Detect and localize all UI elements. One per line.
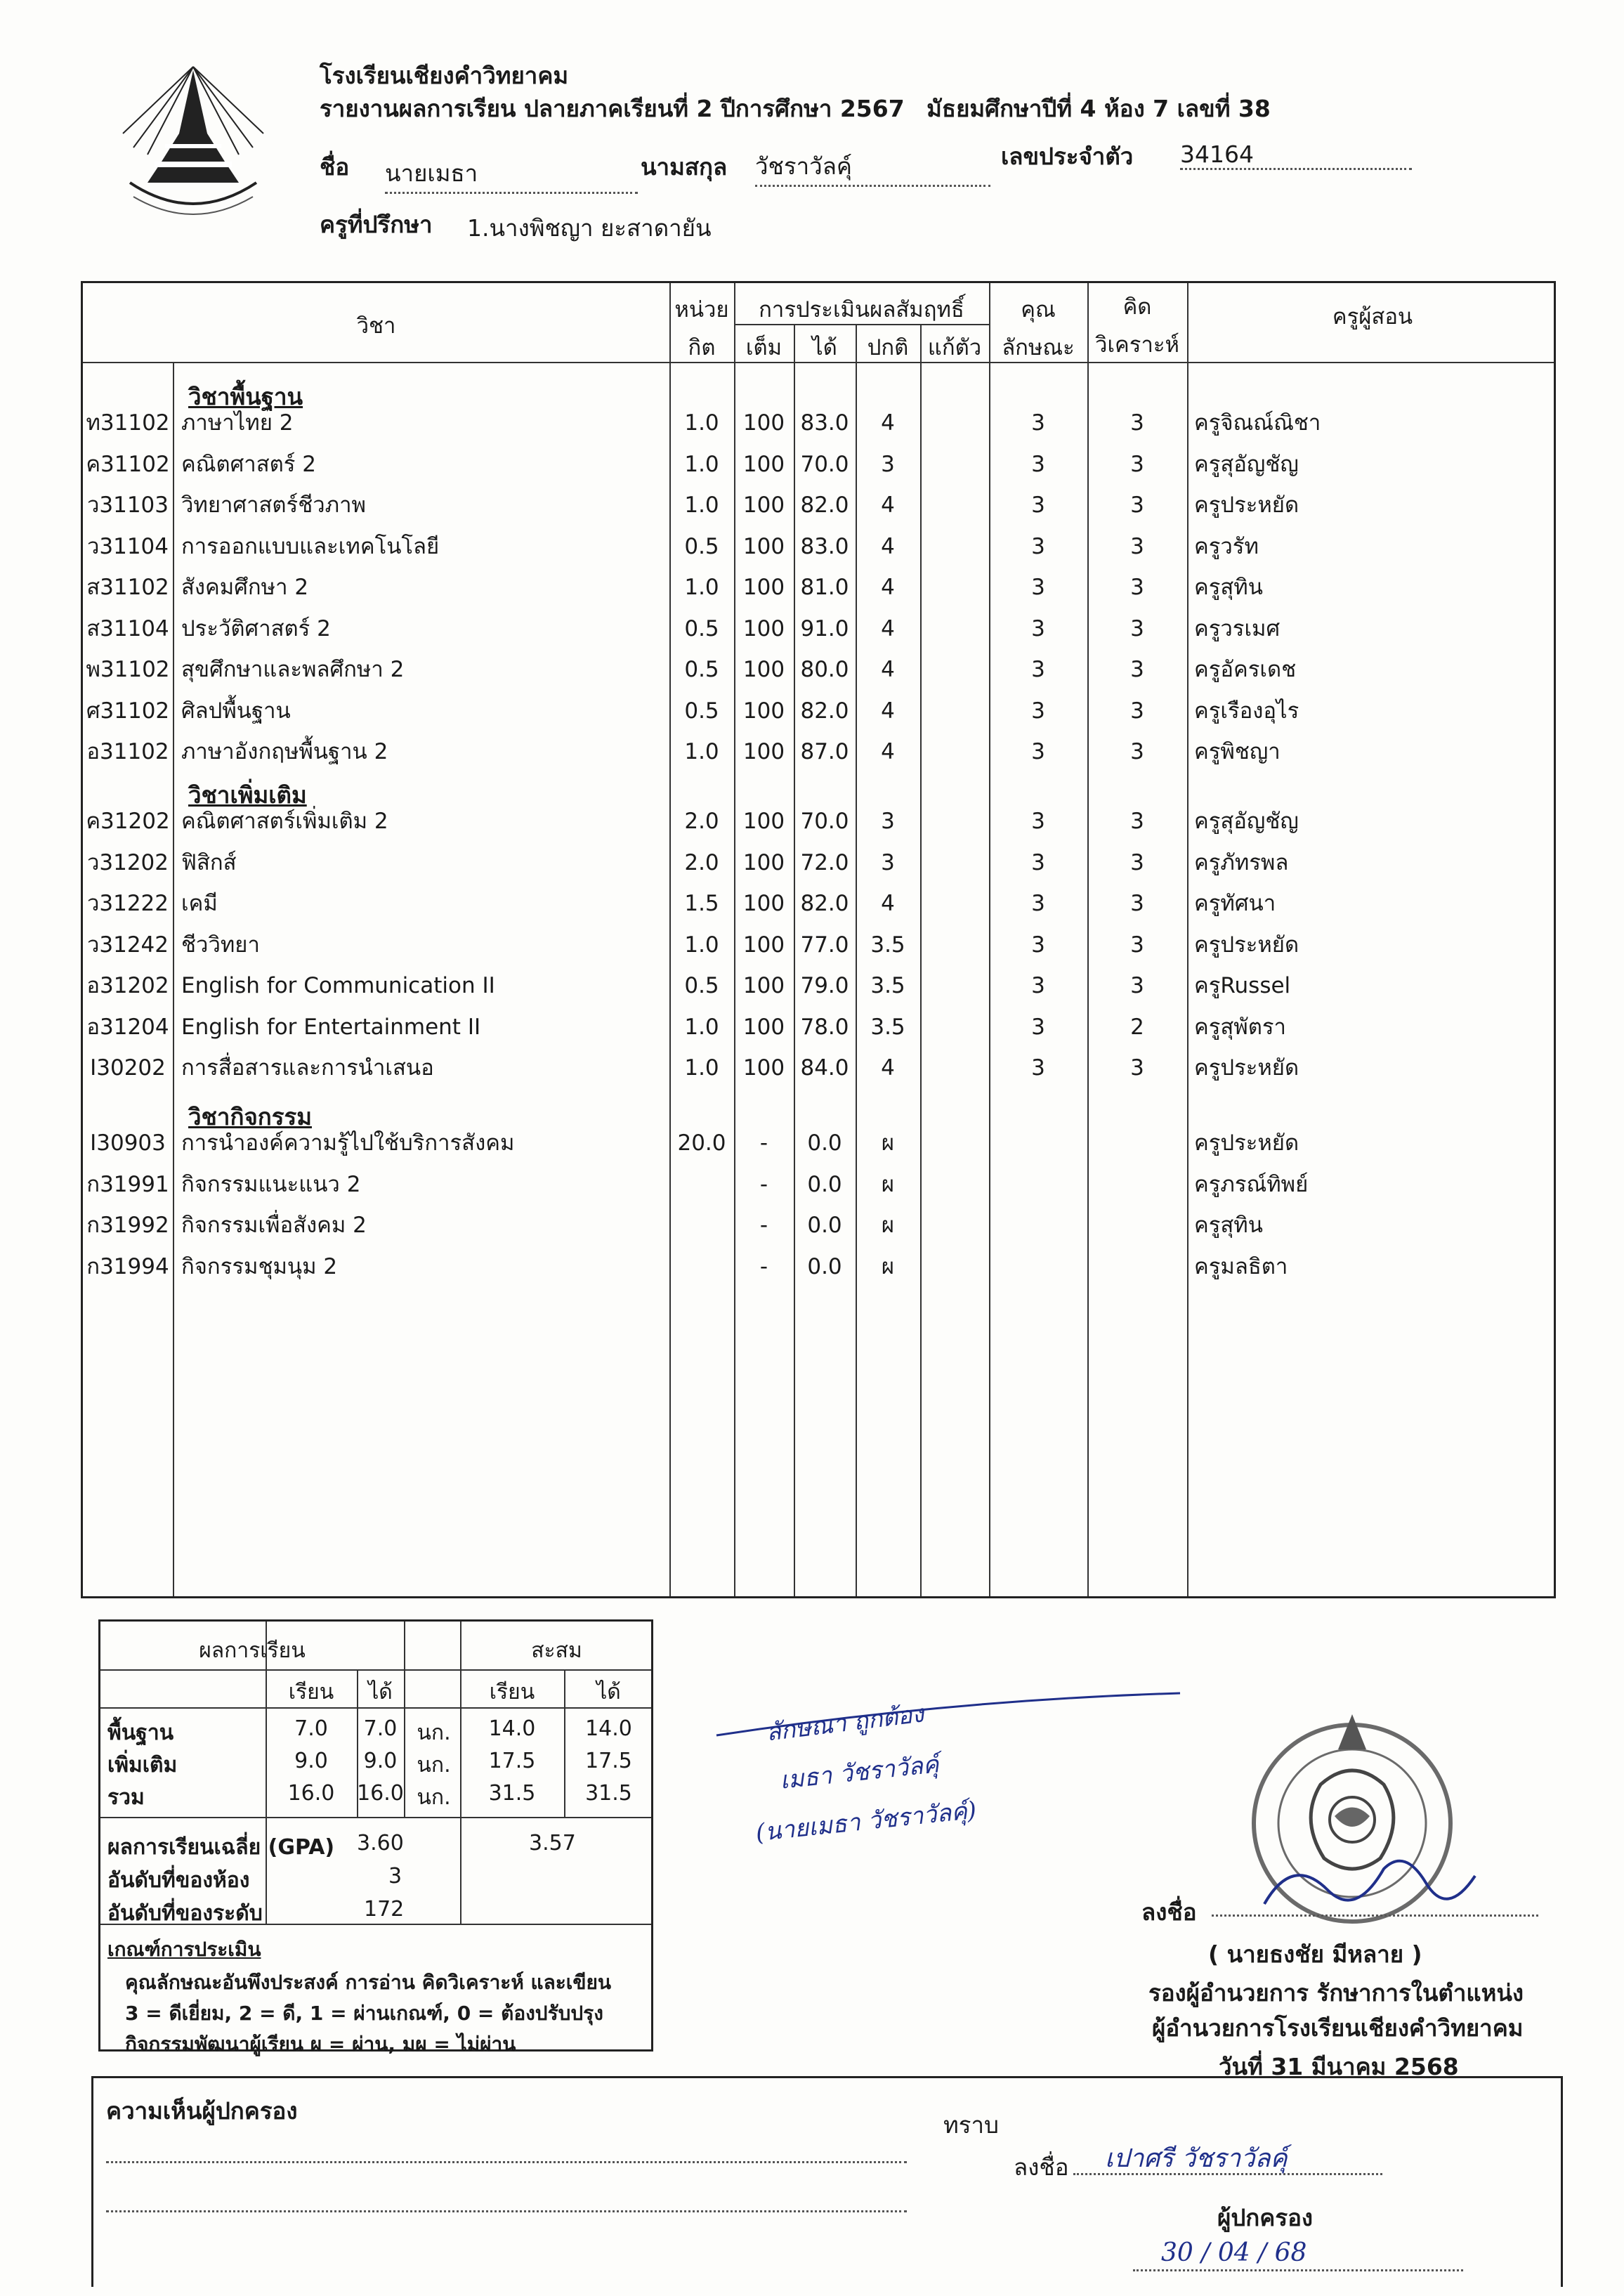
cell-got: 78.0 [800, 1014, 849, 1040]
cell-teacher: ครูมลธิตา [1194, 1253, 1288, 1279]
cell-grade: 4 [881, 698, 895, 724]
cell-full: 100 [742, 849, 785, 875]
cell-credit: 1.0 [684, 932, 719, 958]
cell-got: 80.0 [800, 657, 849, 682]
cell-full: 100 [742, 451, 785, 477]
cell-full: 100 [742, 1014, 785, 1040]
summary-cum_got: 17.5 [585, 1749, 632, 1773]
cell-name: ศิลปพื้นฐาน [181, 698, 291, 724]
cell-char: 3 [1031, 973, 1045, 998]
cell-credit: 0.5 [684, 698, 719, 724]
cell-teacher: ครูวรเมศ [1194, 615, 1281, 641]
director-name: ( นายธงชัย มีหลาย ) [1208, 1940, 1422, 1968]
opinion-line-2[interactable] [106, 2210, 907, 2212]
summary-cum_got: 31.5 [585, 1781, 632, 1806]
cell-grade: 3 [881, 849, 895, 875]
cell-code: I30903 [90, 1130, 166, 1156]
cell-name: กิจกรรมเพื่อสังคม 2 [181, 1213, 367, 1238]
section-additional: วิชาเพิ่มเติม [188, 781, 307, 809]
cell-full: - [759, 1171, 768, 1197]
cell-code: I30202 [90, 1055, 166, 1081]
report-date: วันที่ 31 มีนาคม 2568 [1219, 2053, 1459, 2080]
cell-full: 100 [742, 657, 785, 682]
cell-char: 3 [1031, 932, 1045, 958]
cell-grade: 4 [881, 657, 895, 682]
cell-name: ฟิสิกส์ [181, 849, 237, 875]
student-note-line-2: เมธา วัชราวัลค์ุ [778, 1750, 941, 1795]
cell-got: 70.0 [800, 451, 849, 477]
school-logo [105, 56, 281, 232]
cell-code: ค31202 [86, 809, 170, 834]
cell-grade: 4 [881, 615, 895, 641]
cell-name: เคมี [181, 891, 218, 916]
table-row [83, 1007, 1558, 1048]
summary-unit: นก. [417, 1753, 451, 1778]
table-row [83, 1164, 1558, 1205]
cell-grade: ผ [881, 1171, 895, 1197]
cell-think: 3 [1130, 657, 1144, 682]
cell-think: 3 [1130, 575, 1144, 600]
table-row [83, 403, 1558, 443]
signature-line [1212, 1915, 1538, 1917]
advisor-label: ครูที่ปรึกษา [320, 211, 433, 238]
cell-full: 100 [742, 809, 785, 834]
cell-char: 3 [1031, 451, 1045, 477]
summary-label: เพิ่มเติม [107, 1753, 178, 1778]
id-value [1180, 141, 1412, 170]
table-row [83, 526, 1558, 567]
parent-sign-date: 30 / 04 / 68 [1161, 2238, 1307, 2267]
cell-got: 0.0 [807, 1213, 842, 1238]
cell-grade: 4 [881, 891, 895, 916]
cell-grade: 4 [881, 739, 895, 764]
cell-credit: 1.0 [684, 410, 719, 436]
cell-code: ศ31102 [86, 698, 170, 724]
cell-credit: 1.0 [684, 1055, 719, 1081]
cell-think: 3 [1130, 698, 1144, 724]
cell-teacher: ครูสุอัญชัญ [1194, 451, 1299, 477]
summary-cum_study: 14.0 [488, 1716, 536, 1741]
cell-name: สุขศึกษาและพลศึกษา 2 [181, 657, 405, 682]
cell-full: 100 [742, 973, 785, 998]
name-label: ชื่อ [320, 153, 350, 181]
table-row [83, 567, 1558, 608]
cell-char: 3 [1031, 410, 1045, 436]
table-row [83, 649, 1558, 690]
table-row [83, 1246, 1558, 1287]
summary-cum-study-header: เรียน [489, 1680, 535, 1704]
criteria-line-1: คุณลักษณะอันพึงประสงค์ การอ่าน คิดวิเคราะห์ และเขียน [125, 1971, 612, 1994]
cell-full: 100 [742, 891, 785, 916]
summary-table [98, 1619, 653, 2056]
summary-got: 16.0 [357, 1781, 404, 1806]
cell-credit: 0.5 [684, 973, 719, 998]
cell-full: 100 [742, 575, 785, 600]
gpa-label: ผลการเรียนเฉลี่ย (GPA) [107, 1835, 335, 1860]
opinion-line-1[interactable] [106, 2161, 907, 2163]
cell-think: 3 [1130, 849, 1144, 875]
cell-full: - [759, 1213, 768, 1238]
header-remedial: แก้ตัว [927, 335, 982, 360]
grades-table [81, 281, 1556, 1598]
cell-got: 91.0 [800, 615, 849, 641]
cell-credit: 1.0 [684, 451, 719, 477]
report-title-text: รายงานผลการเรียน ปลายภาคเรียนที่ 2 ปีการศึกษา 2567 [320, 95, 905, 122]
cell-code: พ31102 [86, 657, 170, 682]
cell-grade: 4 [881, 575, 895, 600]
table-row [83, 842, 1558, 883]
table-row [83, 485, 1558, 526]
cell-grade: ผ [881, 1253, 895, 1279]
cell-teacher: ครูสุทิน [1194, 1213, 1263, 1238]
cell-grade: 3 [881, 809, 895, 834]
table-row [83, 883, 1558, 924]
cell-grade: 3.5 [870, 973, 905, 998]
cell-teacher: ครูทัศนา [1194, 891, 1276, 916]
criteria-line-3: กิจกรรมพัฒนาผู้เรียน ผ = ผ่าน, มผ = ไม่ผ่าน [125, 2033, 516, 2056]
cell-got: 82.0 [800, 493, 849, 518]
cell-name: การนำองค์ความรู้ไปใช้บริการสังคม [181, 1130, 515, 1156]
summary-got: 7.0 [363, 1716, 398, 1741]
cell-name: การออกแบบและเทคโนโลยี [181, 533, 440, 559]
gpa-value: 3.60 [357, 1831, 404, 1855]
cell-full: 100 [742, 615, 785, 641]
cell-code: ว31104 [86, 533, 169, 559]
table-row [83, 965, 1558, 1006]
header-full: เต็ม [745, 335, 782, 360]
cell-credit: 1.5 [684, 891, 719, 916]
cell-credit: 0.5 [684, 615, 719, 641]
cell-think: 3 [1130, 973, 1144, 998]
section-basic: วิชาพื้นฐาน [188, 383, 303, 410]
criteria-line-2: 3 = ดีเยี่ยม, 2 = ดี, 1 = ผ่านเกณฑ์, 0 = ต้องปรับปรุง [125, 2002, 603, 2025]
cell-code: ส31104 [86, 615, 169, 641]
summary-study: 7.0 [294, 1716, 328, 1741]
cell-teacher: ครูประหยัด [1194, 1055, 1299, 1081]
cell-think: 2 [1130, 1014, 1144, 1040]
parent-section [91, 2076, 1563, 2287]
header-normal: ปกติ [867, 335, 909, 360]
name-value [385, 155, 638, 194]
cell-think: 3 [1130, 410, 1144, 436]
cell-char: 3 [1031, 657, 1045, 682]
report-title [320, 95, 1271, 123]
cell-char: 3 [1031, 1014, 1045, 1040]
cell-full: 100 [742, 533, 785, 559]
cell-code: ว31222 [86, 891, 169, 916]
cell-got: 72.0 [800, 849, 849, 875]
cell-credit: 0.5 [684, 533, 719, 559]
underline-stroke [709, 1686, 1187, 1742]
cell-teacher: ครูวรัท [1194, 533, 1259, 559]
row-divider [100, 1817, 651, 1818]
header-character-2: ลักษณะ [1002, 335, 1075, 360]
parent-date-line[interactable] [1133, 2269, 1463, 2271]
header-character-1: คุณ [1021, 297, 1056, 322]
cell-grade: ผ [881, 1130, 895, 1156]
header-subject: วิชา [356, 313, 396, 339]
cell-name: English for Entertainment II [181, 1014, 481, 1040]
student-note-line-3: (นายเมธา วัชราวัลค์ุ) [754, 1796, 978, 1848]
cell-think: 3 [1130, 891, 1144, 916]
cell-grade: 4 [881, 410, 895, 436]
cell-char: 3 [1031, 493, 1045, 518]
table-row [83, 925, 1558, 965]
cell-name: คณิตศาสตร์ 2 [181, 451, 316, 477]
director-signature-stroke [1250, 1841, 1482, 1939]
cell-grade: 4 [881, 493, 895, 518]
cell-code: ก31991 [86, 1171, 169, 1197]
class-rank-label: อันดับที่ของห้อง [107, 1868, 250, 1893]
cell-got: 83.0 [800, 410, 849, 436]
summary-study: 16.0 [287, 1781, 335, 1806]
cell-teacher: ครูประหยัด [1194, 493, 1299, 518]
cell-name: กิจกรรมแนะแนว 2 [181, 1171, 361, 1197]
summary-unit: นก. [417, 1721, 451, 1745]
cell-name: กิจกรรมชุมนุม 2 [181, 1253, 338, 1279]
cell-credit: 2.0 [684, 809, 719, 834]
cell-name: คณิตศาสตร์เพิ่มเติม 2 [181, 809, 388, 834]
cell-teacher: ครูภรณ์ทิพย์ [1194, 1171, 1309, 1197]
cell-char: 3 [1031, 809, 1045, 834]
cell-code: ค31102 [86, 451, 170, 477]
acknowledge-label: ทราบ [943, 2111, 999, 2139]
parent-signature: เปาศรี วัชราวัลค์ุ [1105, 2144, 1288, 2173]
summary-label: พื้นฐาน [107, 1721, 174, 1745]
parent-opinion-label: ความเห็นผู้ปกครอง [106, 2097, 298, 2125]
cell-teacher: ครูพิชญา [1194, 739, 1281, 764]
cell-think: 3 [1130, 451, 1144, 477]
summary-cum_study: 31.5 [488, 1781, 536, 1806]
cell-got: 70.0 [800, 809, 849, 834]
cell-code: ก31994 [86, 1253, 169, 1279]
cell-got: 0.0 [807, 1253, 842, 1279]
table-row [83, 1048, 1558, 1088]
cell-code: ท31102 [86, 410, 170, 436]
cell-code: ว31242 [86, 932, 169, 958]
cell-think: 3 [1130, 1055, 1144, 1081]
cell-grade: 4 [881, 533, 895, 559]
summary-study: 9.0 [294, 1749, 328, 1773]
cell-credit: 2.0 [684, 849, 719, 875]
table-row [83, 801, 1558, 842]
cell-char: 3 [1031, 849, 1045, 875]
advisor-value: 1.นางพิชญา ยะสาดายัน [467, 214, 712, 242]
cell-credit: 1.0 [684, 739, 719, 764]
id-value-text: 34164 [1180, 141, 1254, 168]
cell-got: 82.0 [800, 891, 849, 916]
cell-teacher: ครูภัทรพล [1194, 849, 1289, 875]
summary-unit: นก. [417, 1785, 451, 1810]
cell-full: 100 [742, 932, 785, 958]
cell-full: 100 [742, 410, 785, 436]
col-divider [404, 1622, 405, 1817]
parent-sign-label: ลงชื่อ [1014, 2153, 1069, 2181]
cell-credit: 20.0 [677, 1130, 726, 1156]
cell-got: 0.0 [807, 1171, 842, 1197]
level-rank-label: อันดับที่ของระดับ [107, 1901, 263, 1926]
cell-think: 3 [1130, 739, 1144, 764]
cell-got: 84.0 [800, 1055, 849, 1081]
cell-name: ชีววิทยา [181, 932, 260, 958]
cell-full: 100 [742, 739, 785, 764]
cell-name: วิทยาศาสตร์ชีวภาพ [181, 493, 366, 518]
cell-name: ภาษาอังกฤษพื้นฐาน 2 [181, 739, 388, 764]
header-analytic-1: คิด [1122, 294, 1152, 320]
cell-got: 83.0 [800, 533, 849, 559]
cell-teacher: ครูสุทิน [1194, 575, 1263, 600]
summary-cum-got-header: ได้ [596, 1680, 621, 1704]
cell-char: 3 [1031, 575, 1045, 600]
sign-label: ลงชื่อ [1141, 1898, 1197, 1926]
cell-grade: 3.5 [870, 1014, 905, 1040]
cell-teacher: ครูจิณณ์ณิชา [1194, 410, 1321, 436]
cell-credit: 0.5 [684, 657, 719, 682]
director-position-2: ผู้อำนวยการโรงเรียนเชียงคำวิทยาคม [1152, 2014, 1524, 2042]
surname-value-text: วัชราวัลค์ุ [755, 152, 853, 180]
header-credit-1: หน่วย [674, 297, 729, 322]
level-rank-value: 172 [364, 1897, 405, 1922]
cell-teacher: ครูRussel [1194, 973, 1291, 998]
cell-grade: 4 [881, 1055, 895, 1081]
summary-result-label: ผลการเรียน [199, 1638, 306, 1663]
summary-cumulative-label: สะสม [531, 1638, 582, 1663]
summary-label: รวม [107, 1785, 145, 1810]
cell-teacher: ครูประหยัด [1194, 932, 1299, 958]
cell-code: ว31103 [86, 493, 169, 518]
cell-code: อ31102 [86, 739, 169, 764]
table-row [83, 1123, 1558, 1163]
header-credit-2: กิต [688, 335, 716, 360]
cell-teacher: ครูสุอัญชัญ [1194, 809, 1299, 834]
director-position-1: รองผู้อำนวยการ รักษาการในตำแหน่ง [1148, 1979, 1524, 2007]
cell-code: อ31204 [86, 1014, 169, 1040]
class-info: มัธยมศึกษาปีที่ 4 ห้อง 7 เลขที่ 38 [926, 95, 1271, 122]
table-row [83, 731, 1558, 772]
parent-role-label: ผู้ปกครอง [1217, 2204, 1313, 2231]
cell-name: ภาษาไทย 2 [181, 410, 294, 436]
criteria-title: เกณฑ์การประเมิน [107, 1938, 261, 1961]
summary-got-header: ได้ [368, 1680, 393, 1704]
summary-cum_got: 14.0 [585, 1716, 632, 1741]
cell-full: 100 [742, 1055, 785, 1081]
cell-credit: 1.0 [684, 1014, 719, 1040]
cell-teacher: ครูเรืองอุไร [1194, 698, 1299, 724]
cell-code: อ31202 [86, 973, 169, 998]
cell-teacher: ครูประหยัด [1194, 1130, 1299, 1156]
cell-think: 3 [1130, 533, 1144, 559]
cell-code: ส31102 [86, 575, 169, 600]
table-row [83, 1205, 1558, 1246]
surname-value [755, 148, 990, 187]
surname-label: นามสกุล [641, 153, 728, 181]
cell-got: 87.0 [800, 739, 849, 764]
cell-got: 79.0 [800, 973, 849, 998]
cell-name: การสื่อสารและการนำเสนอ [181, 1055, 434, 1081]
name-value-text: นายเมธา [385, 159, 478, 187]
cell-credit: 1.0 [684, 575, 719, 600]
student-note-line-1: ลักษณา ถูกต้อง [764, 1700, 926, 1747]
cell-full: 100 [742, 493, 785, 518]
cell-teacher: ครูอัครเดช [1194, 657, 1297, 682]
cell-char: 3 [1031, 698, 1045, 724]
cell-grade: 3 [881, 451, 895, 477]
table-row [83, 444, 1558, 485]
header-assessment: การประเมินผลสัมฤทธิ์ [759, 297, 964, 322]
cell-think: 3 [1130, 493, 1144, 518]
cell-think: 3 [1130, 809, 1144, 834]
school-name: โรงเรียนเชียงคำวิทยาคม [320, 62, 569, 89]
cell-code: ก31992 [86, 1213, 169, 1238]
cell-full: - [759, 1130, 768, 1156]
section-activity: วิชากิจกรรม [188, 1103, 312, 1130]
header-analytic-2: วิเคราะห์ [1095, 332, 1179, 358]
cell-name: ประวัติศาสตร์ 2 [181, 615, 331, 641]
table-row [83, 691, 1558, 731]
cell-got: 0.0 [807, 1130, 842, 1156]
header-teacher: ครูผู้สอน [1332, 304, 1413, 330]
cell-char: 3 [1031, 739, 1045, 764]
cell-code: ว31202 [86, 849, 169, 875]
summary-cum_study: 17.5 [488, 1749, 536, 1773]
class-rank-value: 3 [388, 1864, 402, 1889]
cell-got: 82.0 [800, 698, 849, 724]
cell-think: 3 [1130, 932, 1144, 958]
cell-char: 3 [1031, 533, 1045, 559]
row-divider [100, 1669, 651, 1671]
cell-full: - [759, 1253, 768, 1279]
id-label: เลขประจำตัว [1001, 143, 1134, 170]
cell-think: 3 [1130, 615, 1144, 641]
cum-gpa-value: 3.57 [529, 1831, 576, 1855]
cell-char: 3 [1031, 1055, 1045, 1081]
summary-got: 9.0 [363, 1749, 398, 1773]
cell-grade: 3.5 [870, 932, 905, 958]
cell-got: 77.0 [800, 932, 849, 958]
cell-full: 100 [742, 698, 785, 724]
cell-char: 3 [1031, 615, 1045, 641]
cell-name: สังคมศึกษา 2 [181, 575, 309, 600]
header-got: ได้ [812, 335, 837, 360]
cell-name: English for Communication II [181, 973, 495, 998]
summary-study-header: เรียน [288, 1680, 334, 1704]
cell-got: 81.0 [800, 575, 849, 600]
table-row [83, 608, 1558, 649]
cell-teacher: ครูสุพัตรา [1194, 1014, 1286, 1040]
cell-credit: 1.0 [684, 493, 719, 518]
cell-grade: ผ [881, 1213, 895, 1238]
cell-char: 3 [1031, 891, 1045, 916]
